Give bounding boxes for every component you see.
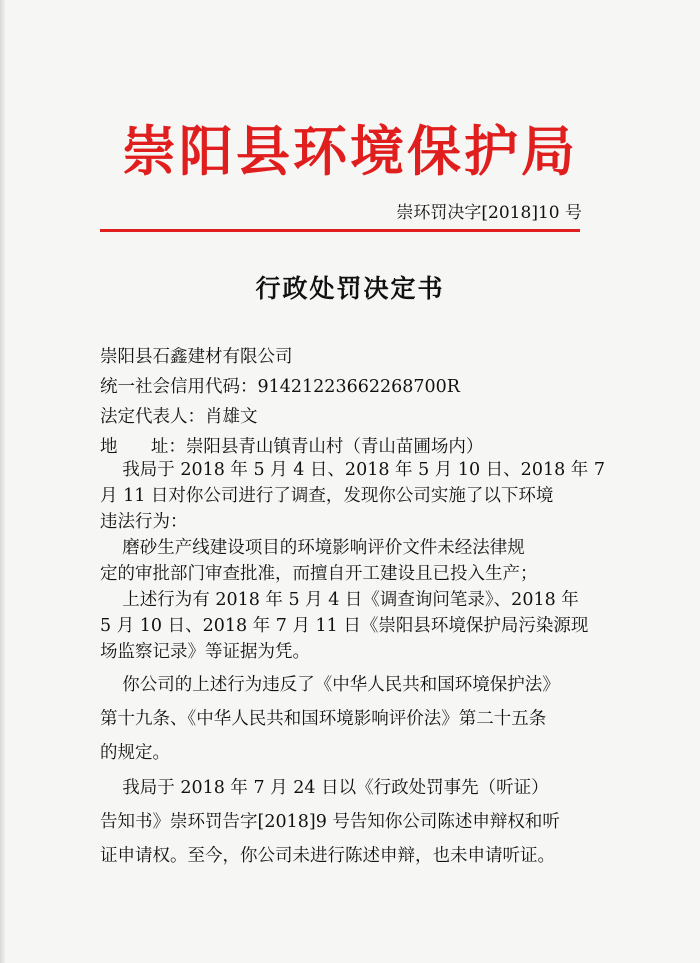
agency-name: 崇阳县环境保护局 <box>122 120 578 183</box>
body-line: 上述行为有 2018 年 5 月 4 日《调查询问笔录》、2018 年 <box>100 590 579 610</box>
body-line: 你公司的上述行为违反了《中华人民共和国环境保护法》 <box>100 675 560 695</box>
red-divider-line <box>100 229 580 232</box>
legal-representative: 法定代表人：肖雄文 <box>100 407 258 427</box>
party-name: 崇阳县石鑫建材有限公司 <box>100 347 293 367</box>
document-number: 崇环罚决字[2018]10 号 <box>396 203 582 223</box>
credit-code: 统一社会信用代码：91421223662268700R <box>100 377 460 397</box>
body-line: 违法行为： <box>100 512 188 532</box>
body-line: 定的审批部门审查批准，而擅自开工建设且已投入生产； <box>100 564 538 584</box>
party-address: 地 址：崇阳县青山镇青山村（青山苗圃场内） <box>100 437 484 457</box>
body-line: 的规定。 <box>100 743 170 763</box>
body-line: 5 月 10 日、2018 年 7 月 11 日《崇阳县环境保护局污染源现 <box>100 616 589 636</box>
body-line: 我局于 2018 年 5 月 4 日、2018 年 5 月 10 日、2018 年 7 <box>100 460 605 480</box>
body-line: 证申请权。至今，你公司未进行陈述申辩，也未申请听证。 <box>100 846 555 866</box>
body-line: 告知书》崇环罚告字[2018]9 号告知你公司陈述申辩权和听 <box>100 812 560 832</box>
body-line: 月 11 日对你公司进行了调查，发现你公司实施了以下环境 <box>100 486 554 506</box>
body-line: 我局于 2018 年 7 月 24 日以《行政处罚事先（听证） <box>100 778 549 798</box>
document-title: 行政处罚决定书 <box>255 274 445 303</box>
body-line: 场监察记录》等证据为凭。 <box>100 642 310 662</box>
body-line: 磨砂生产线建设项目的环境影响评价文件未经法律规 <box>100 538 525 558</box>
body-line: 第十九条、《中华人民共和国环境影响评价法》第二十五条 <box>100 709 547 729</box>
